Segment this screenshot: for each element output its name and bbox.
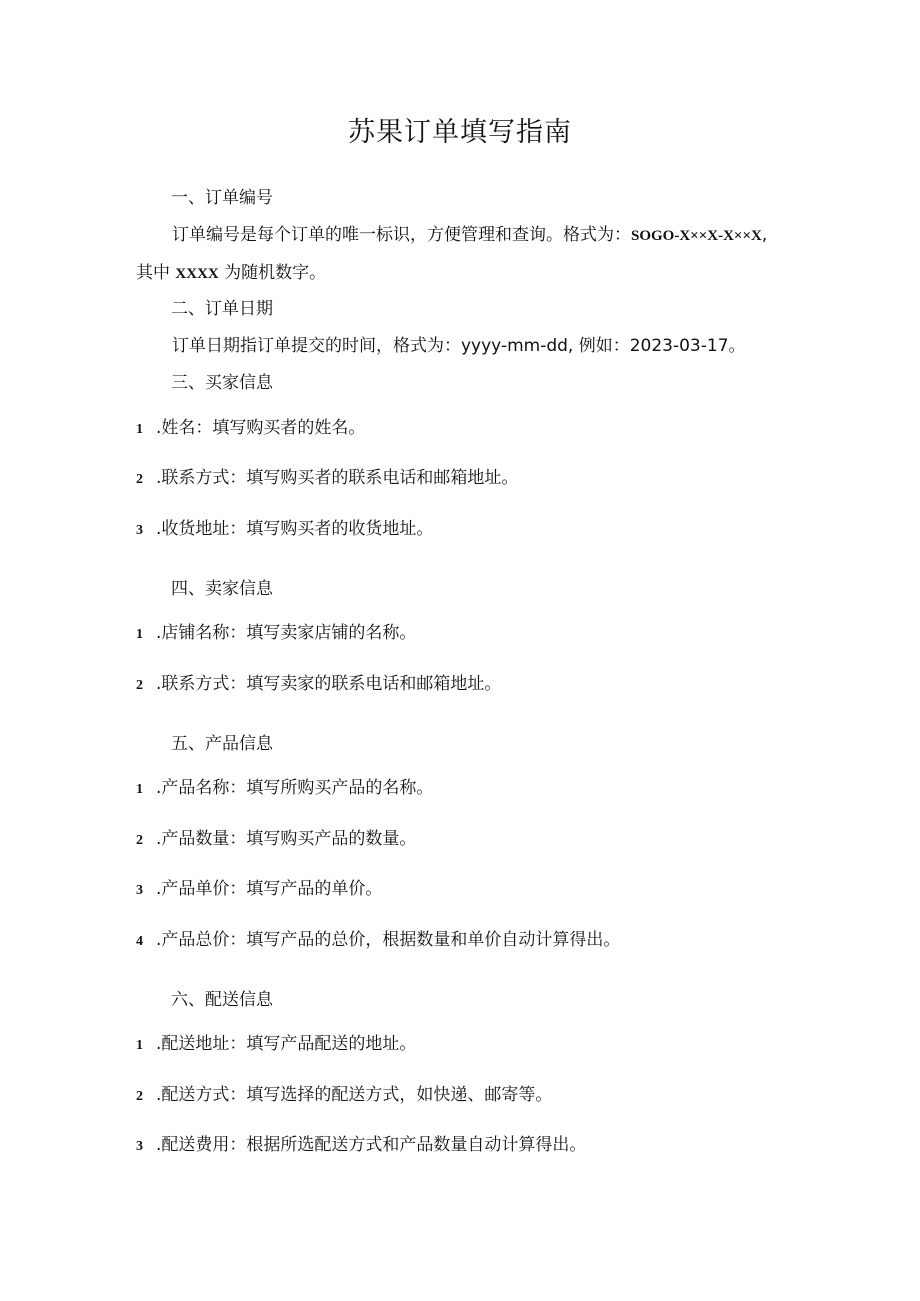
product-item-4 bbox=[136, 928, 620, 954]
product-item-1 bbox=[136, 776, 433, 802]
item-number: 3 bbox=[136, 1139, 143, 1154]
buyer-item-2 bbox=[136, 466, 518, 492]
item-number: 1 bbox=[136, 782, 143, 797]
item-text: .联系方式：填写卖家的联系电话和邮箱地址。 bbox=[156, 674, 502, 694]
section-heading-product-info: 五、产品信息 bbox=[171, 734, 273, 754]
order-number-text-2: , 其中 bbox=[136, 225, 768, 283]
seller-item-1 bbox=[136, 621, 416, 647]
item-text: .产品数量：填写购买产品的数量。 bbox=[156, 829, 417, 849]
item-number: 4 bbox=[136, 934, 143, 949]
item-text: .配送方式：填写选择的配送方式，如快递、邮寄等。 bbox=[156, 1085, 553, 1105]
buyer-item-3 bbox=[136, 517, 433, 543]
delivery-item-1 bbox=[136, 1032, 416, 1058]
item-text: .配送地址：填写产品配送的地址。 bbox=[156, 1034, 417, 1054]
item-number: 3 bbox=[136, 883, 143, 898]
order-number-text-3: 为随机数字。 bbox=[218, 263, 327, 283]
item-text: .收货地址：填写购买者的收货地址。 bbox=[156, 519, 434, 539]
item-text: .联系方式：填写购买者的联系电话和邮箱地址。 bbox=[156, 468, 519, 488]
buyer-item-1 bbox=[136, 416, 365, 442]
seller-item-2 bbox=[136, 672, 501, 698]
section-heading-order-number: 一、订单编号 bbox=[171, 188, 273, 208]
item-number: 2 bbox=[136, 472, 143, 487]
section-heading-buyer-info: 三、买家信息 bbox=[171, 373, 273, 393]
item-number: 3 bbox=[136, 523, 143, 538]
order-number-text: 订单编号是每个订单的唯一标识，方便管理和查询。格式为： bbox=[172, 225, 631, 245]
delivery-item-3 bbox=[136, 1133, 586, 1159]
item-number: 1 bbox=[136, 627, 143, 642]
item-text: .产品总价：填写产品的总价，根据数量和单价自动计算得出。 bbox=[156, 930, 621, 950]
item-text: .店铺名称：填写卖家店铺的名称。 bbox=[156, 623, 417, 643]
section-heading-seller-info: 四、卖家信息 bbox=[171, 579, 273, 599]
item-number: 2 bbox=[136, 833, 143, 848]
item-number: 2 bbox=[136, 678, 143, 693]
product-item-2 bbox=[136, 827, 416, 853]
item-text: .姓名：填写购买者的姓名。 bbox=[156, 418, 366, 438]
delivery-item-2 bbox=[136, 1083, 552, 1109]
section-heading-order-date: 二、订单日期 bbox=[171, 299, 273, 319]
order-date-paragraph: 订单日期指订单提交的时间，格式为：yyyy-mm-dd, 例如：2023-03-17。 bbox=[172, 336, 746, 356]
section-heading-delivery-info: 六、配送信息 bbox=[171, 990, 273, 1010]
order-number-format: SOGO-X××X-X××X bbox=[631, 228, 762, 244]
item-text: .产品名称：填写所购买产品的名称。 bbox=[156, 778, 434, 798]
order-number-random: XXXX bbox=[175, 266, 219, 282]
document-title: 苏果订单填写指南 bbox=[348, 117, 572, 148]
item-number: 2 bbox=[136, 1089, 143, 1104]
item-number: 1 bbox=[136, 1038, 143, 1053]
order-number-paragraph bbox=[136, 217, 786, 293]
product-item-3 bbox=[136, 877, 382, 903]
item-text: .配送费用：根据所选配送方式和产品数量自动计算得出。 bbox=[156, 1135, 587, 1155]
item-number: 1 bbox=[136, 422, 143, 437]
item-text: .产品单价：填写产品的单价。 bbox=[156, 879, 383, 899]
